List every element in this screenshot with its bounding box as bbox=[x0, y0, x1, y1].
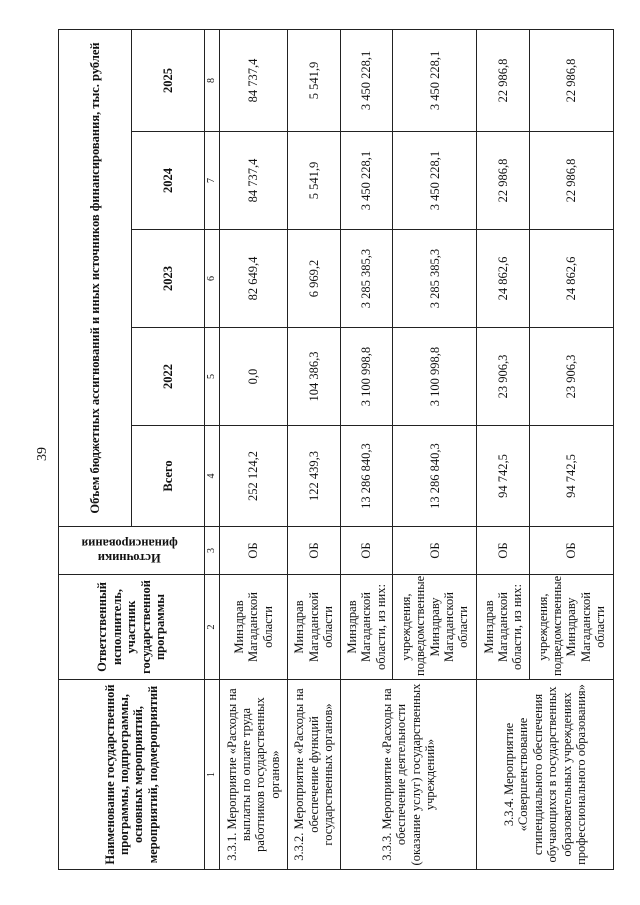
row-executor: Минздрав Магаданской области bbox=[288, 575, 341, 680]
row-value: 13 286 840,3 bbox=[340, 426, 393, 527]
row-value: 252 124,2 bbox=[219, 426, 287, 527]
rotated-page bbox=[58, 30, 614, 870]
row-value: 5 541,9 bbox=[288, 132, 341, 230]
header-year: 2024 bbox=[131, 132, 204, 230]
row-value: 13 286 840,3 bbox=[393, 426, 477, 527]
col-number: 7 bbox=[204, 132, 219, 230]
row-source: ОБ bbox=[219, 527, 287, 575]
table-row bbox=[340, 29, 393, 869]
header-row-1 bbox=[59, 29, 132, 869]
row-value: 3 450 228,1 bbox=[340, 29, 393, 131]
header-year: 2023 bbox=[131, 230, 204, 328]
row-name: 3.3.2. Мероприятие «Расходы на обеспечение функций государственных органов» bbox=[288, 680, 341, 870]
row-value: 122 439,3 bbox=[288, 426, 341, 527]
col-number: 2 bbox=[204, 575, 219, 680]
row-value: 23 906,3 bbox=[529, 328, 613, 426]
row-value: 5 541,9 bbox=[288, 29, 341, 131]
row-value: 3 285 385,3 bbox=[393, 230, 477, 328]
row-source: ОБ bbox=[477, 527, 530, 575]
col-number: 5 bbox=[204, 328, 219, 426]
table-row bbox=[288, 29, 341, 869]
row-value: 94 742,5 bbox=[477, 426, 530, 527]
row-value: 22 986,8 bbox=[529, 132, 613, 230]
header-year: Всего bbox=[131, 426, 204, 527]
col-number: 1 bbox=[204, 680, 219, 870]
row-executor: Минздрав Магаданской области bbox=[219, 575, 287, 680]
row-value: 22 986,8 bbox=[477, 132, 530, 230]
col-number: 3 bbox=[204, 527, 219, 575]
row-value: 0,0 bbox=[219, 328, 287, 426]
row-source: ОБ bbox=[393, 527, 477, 575]
budget-table bbox=[58, 29, 614, 870]
row-value: 23 906,3 bbox=[477, 328, 530, 426]
row-value: 3 285 385,3 bbox=[340, 230, 393, 328]
row-executor: учреждения, подведомственные Минздраву Магаданской области bbox=[529, 575, 613, 680]
col-number: 8 bbox=[204, 29, 219, 131]
row-executor: учреждения, подведомственные Минздраву Магаданской области bbox=[393, 575, 477, 680]
row-value: 84 737,4 bbox=[219, 132, 287, 230]
row-executor: Минздрав Магаданской области, из них: bbox=[477, 575, 530, 680]
row-value: 22 986,8 bbox=[529, 29, 613, 131]
row-executor: Минздрав Магаданской области, из них: bbox=[340, 575, 393, 680]
page-number: 39 bbox=[35, 447, 50, 461]
header-source-text: Источники финансирования bbox=[81, 536, 178, 565]
row-source: ОБ bbox=[340, 527, 393, 575]
row-value: 3 450 228,1 bbox=[393, 132, 477, 230]
header-executor: Ответственный исполнитель, участник государственной программы bbox=[59, 575, 205, 680]
col-number: 4 bbox=[204, 426, 219, 527]
header-year: 2022 bbox=[131, 328, 204, 426]
row-name: 3.3.4. Мероприятие «Совершенствование стипендиального обеспечения обучающихся в государственных образовательных учреждениях профессионального образования» bbox=[477, 680, 614, 870]
row-value: 84 737,4 bbox=[219, 29, 287, 131]
row-value: 22 986,8 bbox=[477, 29, 530, 131]
table-row bbox=[219, 29, 287, 869]
row-value: 94 742,5 bbox=[529, 426, 613, 527]
row-name: 3.3.1. Мероприятие «Расходы на выплаты по оплате труда работников государственных органов» bbox=[219, 680, 287, 870]
row-value: 3 450 228,1 bbox=[393, 29, 477, 131]
table-row bbox=[477, 29, 530, 869]
row-value: 3 100 998,8 bbox=[393, 328, 477, 426]
row-value: 24 862,6 bbox=[529, 230, 613, 328]
row-value: 104 386,3 bbox=[288, 328, 341, 426]
header-year: 2025 bbox=[131, 29, 204, 131]
header-name: Наименование государственной программы, подпрограммы, основных мероприятий, мероприятий, подмероприятий bbox=[59, 680, 205, 870]
header-group: Объем бюджетных ассигнований и иных источников финансирования, тыс. рублей bbox=[59, 29, 132, 526]
row-value: 82 649,4 bbox=[219, 230, 287, 328]
row-value: 24 862,6 bbox=[477, 230, 530, 328]
row-name: 3.3.3. Мероприятие «Расходы на обеспечение деятельности (оказание услуг) государственных учреждений» bbox=[340, 680, 477, 870]
col-number: 6 bbox=[204, 230, 219, 328]
row-value: 6 969,2 bbox=[288, 230, 341, 328]
row-value: 3 450 228,1 bbox=[340, 132, 393, 230]
row-source: ОБ bbox=[529, 527, 613, 575]
row-source: ОБ bbox=[288, 527, 341, 575]
column-numbers-row bbox=[204, 29, 219, 869]
row-value: 3 100 998,8 bbox=[340, 328, 393, 426]
header-source bbox=[59, 527, 205, 575]
